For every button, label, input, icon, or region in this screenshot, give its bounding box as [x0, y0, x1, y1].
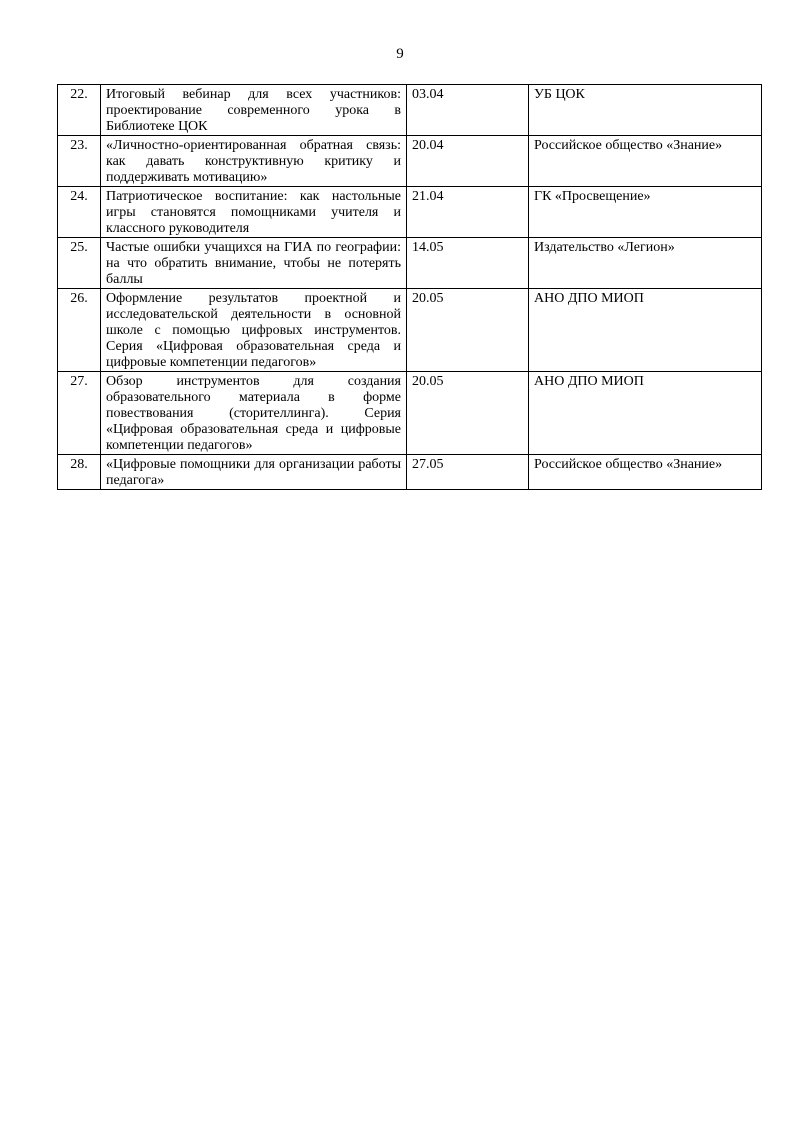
table-row: [58, 187, 762, 238]
events-table: [57, 84, 762, 490]
table-row: [58, 455, 762, 490]
row-number: 22.: [58, 85, 101, 136]
event-title: «Личностно-ориентированная обратная связь: как давать конструктивную критику и поддерживать мотивацию»: [101, 136, 407, 187]
page-number: 9: [396, 46, 404, 62]
row-number: 25.: [58, 238, 101, 289]
row-number: 28.: [58, 455, 101, 490]
row-number: 24.: [58, 187, 101, 238]
event-title: Итоговый вебинар для всех участников: проектирование современного урока в Библиотеке ЦОК: [101, 85, 407, 136]
table-row: [58, 238, 762, 289]
event-date: 21.04: [407, 187, 529, 238]
event-organizer: АНО ДПО МИОП: [529, 289, 762, 372]
event-date: 14.05: [407, 238, 529, 289]
event-date: 20.04: [407, 136, 529, 187]
event-date: 27.05: [407, 455, 529, 490]
row-number: 23.: [58, 136, 101, 187]
event-title: Частые ошибки учащихся на ГИА по географии: на что обратить внимание, чтобы не потерять баллы: [101, 238, 407, 289]
table-row: [58, 85, 762, 136]
event-title: «Цифровые помощники для организации работы педагога»: [101, 455, 407, 490]
event-organizer: Издательство «Легион»: [529, 238, 762, 289]
table-row: [58, 136, 762, 187]
event-title: Оформление результатов проектной и исследовательской деятельности в основной школе с помощью цифровых инструментов. Серия «Цифровая образовательная среда и цифровые компетенции педагогов»: [101, 289, 407, 372]
row-number: 27.: [58, 372, 101, 455]
event-organizer: Российское общество «Знание»: [529, 136, 762, 187]
table-row: [58, 289, 762, 372]
event-title: Патриотическое воспитание: как настольные игры становятся помощниками учителя и классного руководителя: [101, 187, 407, 238]
event-organizer: ГК «Просвещение»: [529, 187, 762, 238]
event-organizer: УБ ЦОК: [529, 85, 762, 136]
row-number: 26.: [58, 289, 101, 372]
event-date: 20.05: [407, 372, 529, 455]
table-row: [58, 372, 762, 455]
event-title: Обзор инструментов для создания образовательного материала в форме повествования (сторителлинга). Серия «Цифровая образовательная среда и цифровые компетенции педагогов»: [101, 372, 407, 455]
event-date: 03.04: [407, 85, 529, 136]
event-date: 20.05: [407, 289, 529, 372]
event-organizer: Российское общество «Знание»: [529, 455, 762, 490]
event-organizer: АНО ДПО МИОП: [529, 372, 762, 455]
